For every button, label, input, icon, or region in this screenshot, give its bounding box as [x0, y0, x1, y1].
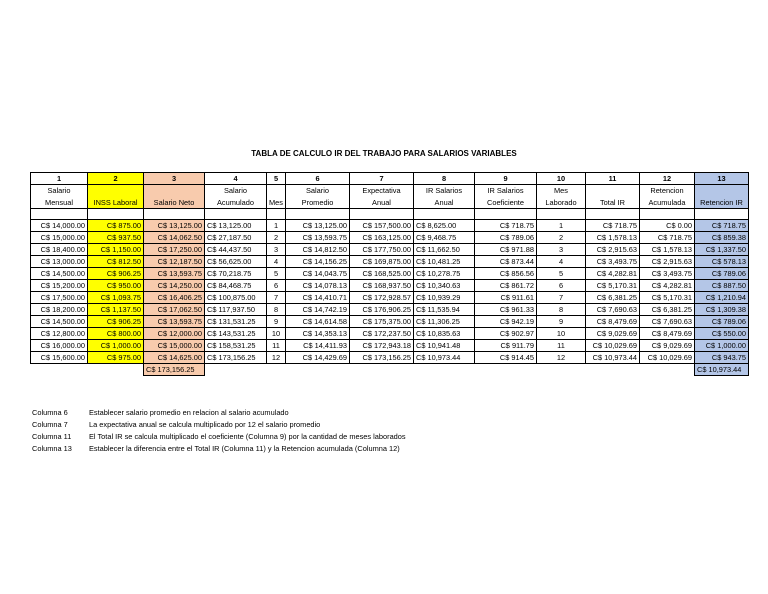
- table-cell: C$ 873.44: [475, 256, 537, 268]
- table-cell: C$ 861.72: [475, 280, 537, 292]
- table-cell: C$ 578.13: [695, 256, 749, 268]
- empty-cell: [695, 209, 749, 220]
- table-cell: C$ 14,742.19: [286, 304, 350, 316]
- table-cell: 10: [537, 328, 586, 340]
- table-cell: C$ 56,625.00: [205, 256, 267, 268]
- empty-cell: [475, 209, 537, 220]
- table-cell: C$ 3,493.75: [640, 268, 695, 280]
- table-cell: C$ 875.00: [88, 220, 144, 232]
- table-cell: C$ 937.50: [88, 232, 144, 244]
- table-cell: C$ 1,578.13: [586, 232, 640, 244]
- table-cell: C$ 14,812.50: [286, 244, 350, 256]
- table-cell: C$ 4,282.81: [586, 268, 640, 280]
- note-label: Columna 7: [32, 420, 68, 429]
- note-item: [32, 407, 406, 419]
- table-cell: 8: [267, 304, 286, 316]
- empty-cell: [286, 364, 350, 376]
- table-cell: C$ 911.79: [475, 340, 537, 352]
- table-cell: 4: [537, 256, 586, 268]
- table-cell: C$ 44,437.50: [205, 244, 267, 256]
- table-cell: C$ 911.61: [475, 292, 537, 304]
- table-cell: 7: [267, 292, 286, 304]
- table-cell: 4: [267, 256, 286, 268]
- table-cell: C$ 718.75: [695, 220, 749, 232]
- table-cell: C$ 84,468.75: [205, 280, 267, 292]
- table-cell: C$ 11,306.25: [414, 316, 475, 328]
- table-cell: C$ 7,690.63: [640, 316, 695, 328]
- table-row: [31, 232, 749, 244]
- column-header: Promedio: [286, 196, 350, 209]
- total-salario-neto: C$ 173,156.25: [144, 364, 205, 376]
- table-cell: C$ 14,614.58: [286, 316, 350, 328]
- empty-cell: [267, 364, 286, 376]
- column-header: Salario: [31, 185, 88, 197]
- table-cell: C$ 1,150.00: [88, 244, 144, 256]
- table-cell: C$ 14,500.00: [31, 316, 88, 328]
- table-cell: C$ 14,000.00: [31, 220, 88, 232]
- table-row: [31, 268, 749, 280]
- table-cell: C$ 177,750.00: [350, 244, 414, 256]
- column-number: 2: [88, 173, 144, 185]
- table-cell: C$ 1,337.50: [695, 244, 749, 256]
- table-cell: 8: [537, 304, 586, 316]
- column-header: Salario Neto: [144, 196, 205, 209]
- column-header: [88, 185, 144, 197]
- empty-cell: [414, 364, 475, 376]
- empty-cell: [88, 364, 144, 376]
- table-cell: C$ 158,531.25: [205, 340, 267, 352]
- table-cell: C$ 168,937.50: [350, 280, 414, 292]
- table-cell: C$ 13,125.00: [286, 220, 350, 232]
- table-cell: 5: [267, 268, 286, 280]
- table-cell: C$ 172,928.57: [350, 292, 414, 304]
- table-cell: C$ 906.25: [88, 268, 144, 280]
- empty-cell: [537, 364, 586, 376]
- column-header: Mes: [537, 185, 586, 197]
- table-cell: C$ 176,906.25: [350, 304, 414, 316]
- table-cell: C$ 117,937.50: [205, 304, 267, 316]
- header-row-2: [31, 196, 749, 209]
- column-header: Acumulado: [205, 196, 267, 209]
- empty-cell: [640, 364, 695, 376]
- note-text: Establecer la diferencia entre el Total IR (Columna 11) y la Retencion acumulada (Columna 12): [89, 444, 400, 453]
- table-cell: C$ 971.88: [475, 244, 537, 256]
- table-row: [31, 328, 749, 340]
- table-cell: C$ 13,125.00: [144, 220, 205, 232]
- table-cell: C$ 8,479.69: [586, 316, 640, 328]
- table-cell: 1: [537, 220, 586, 232]
- table-cell: C$ 11,662.50: [414, 244, 475, 256]
- table-cell: C$ 15,000.00: [144, 340, 205, 352]
- table-cell: C$ 14,353.13: [286, 328, 350, 340]
- table-cell: 11: [537, 340, 586, 352]
- table-cell: C$ 0.00: [640, 220, 695, 232]
- table-cell: C$ 12,187.50: [144, 256, 205, 268]
- column-notes: [32, 407, 406, 455]
- column-number: 7: [350, 173, 414, 185]
- table-cell: C$ 12,800.00: [31, 328, 88, 340]
- table-cell: C$ 789.06: [475, 232, 537, 244]
- table-cell: 5: [537, 268, 586, 280]
- column-header: Anual: [350, 196, 414, 209]
- table-cell: C$ 902.97: [475, 328, 537, 340]
- table-cell: 3: [267, 244, 286, 256]
- table-cell: C$ 13,593.75: [144, 316, 205, 328]
- table-cell: C$ 9,468.75: [414, 232, 475, 244]
- table-cell: C$ 16,406.25: [144, 292, 205, 304]
- table-cell: 6: [537, 280, 586, 292]
- column-header: Salario: [286, 185, 350, 197]
- table-cell: C$ 789.06: [695, 316, 749, 328]
- empty-cell: [31, 364, 88, 376]
- note-label: Columna 13: [32, 444, 72, 453]
- note-text: Establecer salario promedio en relacion al salario acumulado: [89, 408, 289, 417]
- column-header: Total IR: [586, 196, 640, 209]
- table-cell: C$ 13,000.00: [31, 256, 88, 268]
- table-cell: 9: [537, 316, 586, 328]
- table-cell: 12: [267, 352, 286, 364]
- column-header: IR Salarios: [414, 185, 475, 197]
- table-row: [31, 244, 749, 256]
- column-number: 3: [144, 173, 205, 185]
- table-cell: C$ 169,875.00: [350, 256, 414, 268]
- column-header: Mensual: [31, 196, 88, 209]
- table-cell: C$ 1,093.75: [88, 292, 144, 304]
- table-cell: C$ 15,200.00: [31, 280, 88, 292]
- table-cell: C$ 14,625.00: [144, 352, 205, 364]
- table-cell: C$ 13,593.75: [286, 232, 350, 244]
- column-header: Retencion: [640, 185, 695, 197]
- table-cell: C$ 14,411.93: [286, 340, 350, 352]
- table-cell: C$ 10,939.29: [414, 292, 475, 304]
- table-cell: C$ 14,429.69: [286, 352, 350, 364]
- table-cell: C$ 718.75: [640, 232, 695, 244]
- column-number: 1: [31, 173, 88, 185]
- table-cell: 1: [267, 220, 286, 232]
- table-cell: 2: [267, 232, 286, 244]
- empty-cell: [537, 209, 586, 220]
- table-cell: C$ 18,400.00: [31, 244, 88, 256]
- column-number: 11: [586, 173, 640, 185]
- empty-cell: [205, 209, 267, 220]
- table-cell: C$ 13,593.75: [144, 268, 205, 280]
- empty-cell: [267, 209, 286, 220]
- column-number: 5: [267, 173, 286, 185]
- table-cell: C$ 950.00: [88, 280, 144, 292]
- table-cell: C$ 70,218.75: [205, 268, 267, 280]
- table-cell: C$ 1,578.13: [640, 244, 695, 256]
- table-cell: C$ 1,210.94: [695, 292, 749, 304]
- table-cell: C$ 812.50: [88, 256, 144, 268]
- table-cell: 9: [267, 316, 286, 328]
- table-cell: C$ 5,170.31: [586, 280, 640, 292]
- table-cell: C$ 800.00: [88, 328, 144, 340]
- empty-cell: [414, 209, 475, 220]
- column-header: INSS Laboral: [88, 196, 144, 209]
- table-cell: C$ 173,156.25: [205, 352, 267, 364]
- column-number: 10: [537, 173, 586, 185]
- empty-cell: [205, 364, 267, 376]
- table-cell: C$ 14,078.13: [286, 280, 350, 292]
- column-number: 8: [414, 173, 475, 185]
- empty-cell: [350, 209, 414, 220]
- table-cell: 2: [537, 232, 586, 244]
- table-cell: C$ 11,535.94: [414, 304, 475, 316]
- table-cell: C$ 143,531.25: [205, 328, 267, 340]
- table-cell: C$ 1,309.38: [695, 304, 749, 316]
- table-cell: C$ 10,973.44: [414, 352, 475, 364]
- table-cell: C$ 27,187.50: [205, 232, 267, 244]
- table-cell: C$ 14,043.75: [286, 268, 350, 280]
- column-header: Retencion IR: [695, 196, 749, 209]
- table-cell: C$ 9,029.69: [640, 340, 695, 352]
- table-row: [31, 352, 749, 364]
- table-cell: C$ 15,600.00: [31, 352, 88, 364]
- table-cell: C$ 10,835.63: [414, 328, 475, 340]
- table-cell: C$ 1,000.00: [88, 340, 144, 352]
- empty-cell: [475, 364, 537, 376]
- table-cell: C$ 173,156.25: [350, 352, 414, 364]
- note-item: [32, 431, 406, 443]
- table-cell: C$ 18,200.00: [31, 304, 88, 316]
- table-cell: C$ 17,500.00: [31, 292, 88, 304]
- table-cell: C$ 10,973.44: [586, 352, 640, 364]
- table-row: [31, 340, 749, 352]
- table-cell: C$ 157,500.00: [350, 220, 414, 232]
- table-cell: C$ 10,481.25: [414, 256, 475, 268]
- table-cell: 7: [537, 292, 586, 304]
- table-cell: C$ 5,170.31: [640, 292, 695, 304]
- table-cell: C$ 550.00: [695, 328, 749, 340]
- note-item: [32, 419, 406, 431]
- table-row: [31, 304, 749, 316]
- table-cell: 11: [267, 340, 286, 352]
- table-cell: C$ 10,029.69: [586, 340, 640, 352]
- table-row: [31, 280, 749, 292]
- table-cell: C$ 2,915.63: [586, 244, 640, 256]
- header-row-1: [31, 185, 749, 197]
- table-cell: C$ 942.19: [475, 316, 537, 328]
- table-cell: C$ 168,525.00: [350, 268, 414, 280]
- column-header: [695, 185, 749, 197]
- table-cell: 12: [537, 352, 586, 364]
- table-cell: C$ 14,250.00: [144, 280, 205, 292]
- table-cell: C$ 718.75: [586, 220, 640, 232]
- column-header: Mes: [267, 196, 286, 209]
- table-cell: 6: [267, 280, 286, 292]
- column-header: [586, 185, 640, 197]
- empty-cell: [286, 209, 350, 220]
- column-header: Expectativa: [350, 185, 414, 197]
- column-header: Salario: [205, 185, 267, 197]
- table-cell: C$ 14,062.50: [144, 232, 205, 244]
- table-cell: 10: [267, 328, 286, 340]
- table-cell: C$ 16,000.00: [31, 340, 88, 352]
- table-row: [31, 292, 749, 304]
- column-header: [144, 185, 205, 197]
- table-cell: C$ 718.75: [475, 220, 537, 232]
- totals-row: [31, 364, 749, 376]
- empty-cell: [586, 209, 640, 220]
- column-header: Anual: [414, 196, 475, 209]
- ir-calculation-table: [30, 172, 749, 376]
- empty-cell: [88, 209, 144, 220]
- note-text: La expectativa anual se calcula multiplicado por 12 el salario promedio: [89, 420, 321, 429]
- column-header: Laborado: [537, 196, 586, 209]
- table-cell: C$ 131,531.25: [205, 316, 267, 328]
- column-header: [267, 185, 286, 197]
- table-cell: C$ 856.56: [475, 268, 537, 280]
- column-number: 4: [205, 173, 267, 185]
- table-cell: C$ 3,493.75: [586, 256, 640, 268]
- note-label: Columna 11: [32, 432, 72, 441]
- column-header: Coeficiente: [475, 196, 537, 209]
- table-cell: C$ 10,340.63: [414, 280, 475, 292]
- note-item: [32, 443, 406, 455]
- table-cell: C$ 17,062.50: [144, 304, 205, 316]
- empty-cell: [31, 209, 88, 220]
- table-cell: C$ 163,125.00: [350, 232, 414, 244]
- table-cell: C$ 12,000.00: [144, 328, 205, 340]
- table-cell: C$ 914.45: [475, 352, 537, 364]
- table-cell: C$ 906.25: [88, 316, 144, 328]
- column-number: 6: [286, 173, 350, 185]
- table-cell: C$ 6,381.25: [586, 292, 640, 304]
- note-text: El Total IR se calcula multiplicado el coeficiente (Columna 9) por la cantidad de meses laborados: [89, 432, 406, 441]
- table-cell: C$ 9,029.69: [586, 328, 640, 340]
- table-cell: C$ 859.38: [695, 232, 749, 244]
- table-cell: C$ 4,282.81: [640, 280, 695, 292]
- column-number: 9: [475, 173, 537, 185]
- spacer-row: [31, 209, 749, 220]
- note-label: Columna 6: [32, 408, 68, 417]
- table-cell: C$ 13,125.00: [205, 220, 267, 232]
- empty-cell: [640, 209, 695, 220]
- table-cell: C$ 14,410.71: [286, 292, 350, 304]
- table-cell: 3: [537, 244, 586, 256]
- table-cell: C$ 8,479.69: [640, 328, 695, 340]
- empty-cell: [350, 364, 414, 376]
- table-cell: C$ 100,875.00: [205, 292, 267, 304]
- table-cell: C$ 2,915.63: [640, 256, 695, 268]
- table-cell: C$ 15,000.00: [31, 232, 88, 244]
- column-number: 13: [695, 173, 749, 185]
- table-cell: C$ 10,029.69: [640, 352, 695, 364]
- table-cell: C$ 789.06: [695, 268, 749, 280]
- table-cell: C$ 8,625.00: [414, 220, 475, 232]
- table-cell: C$ 1,000.00: [695, 340, 749, 352]
- column-number: 12: [640, 173, 695, 185]
- empty-cell: [586, 364, 640, 376]
- table-cell: C$ 17,250.00: [144, 244, 205, 256]
- column-header: Acumulada: [640, 196, 695, 209]
- table-cell: C$ 10,278.75: [414, 268, 475, 280]
- table-cell: C$ 975.00: [88, 352, 144, 364]
- table-cell: C$ 175,375.00: [350, 316, 414, 328]
- column-header: IR Salarios: [475, 185, 537, 197]
- total-retencion-ir: C$ 10,973.44: [695, 364, 749, 376]
- column-number-row: [31, 173, 749, 185]
- table-row: [31, 256, 749, 268]
- table-cell: C$ 14,156.25: [286, 256, 350, 268]
- table-cell: C$ 1,137.50: [88, 304, 144, 316]
- table-cell: C$ 7,690.63: [586, 304, 640, 316]
- table-cell: C$ 14,500.00: [31, 268, 88, 280]
- table-cell: C$ 172,943.18: [350, 340, 414, 352]
- table-row: [31, 220, 749, 232]
- table-cell: C$ 172,237.50: [350, 328, 414, 340]
- table-cell: C$ 10,941.48: [414, 340, 475, 352]
- table-cell: C$ 6,381.25: [640, 304, 695, 316]
- table-cell: C$ 943.75: [695, 352, 749, 364]
- table-cell: C$ 887.50: [695, 280, 749, 292]
- table-cell: C$ 961.33: [475, 304, 537, 316]
- empty-cell: [144, 209, 205, 220]
- table-row: [31, 316, 749, 328]
- page-title: TABLA DE CALCULO IR DEL TRABAJO PARA SALARIOS VARIABLES: [251, 149, 517, 158]
